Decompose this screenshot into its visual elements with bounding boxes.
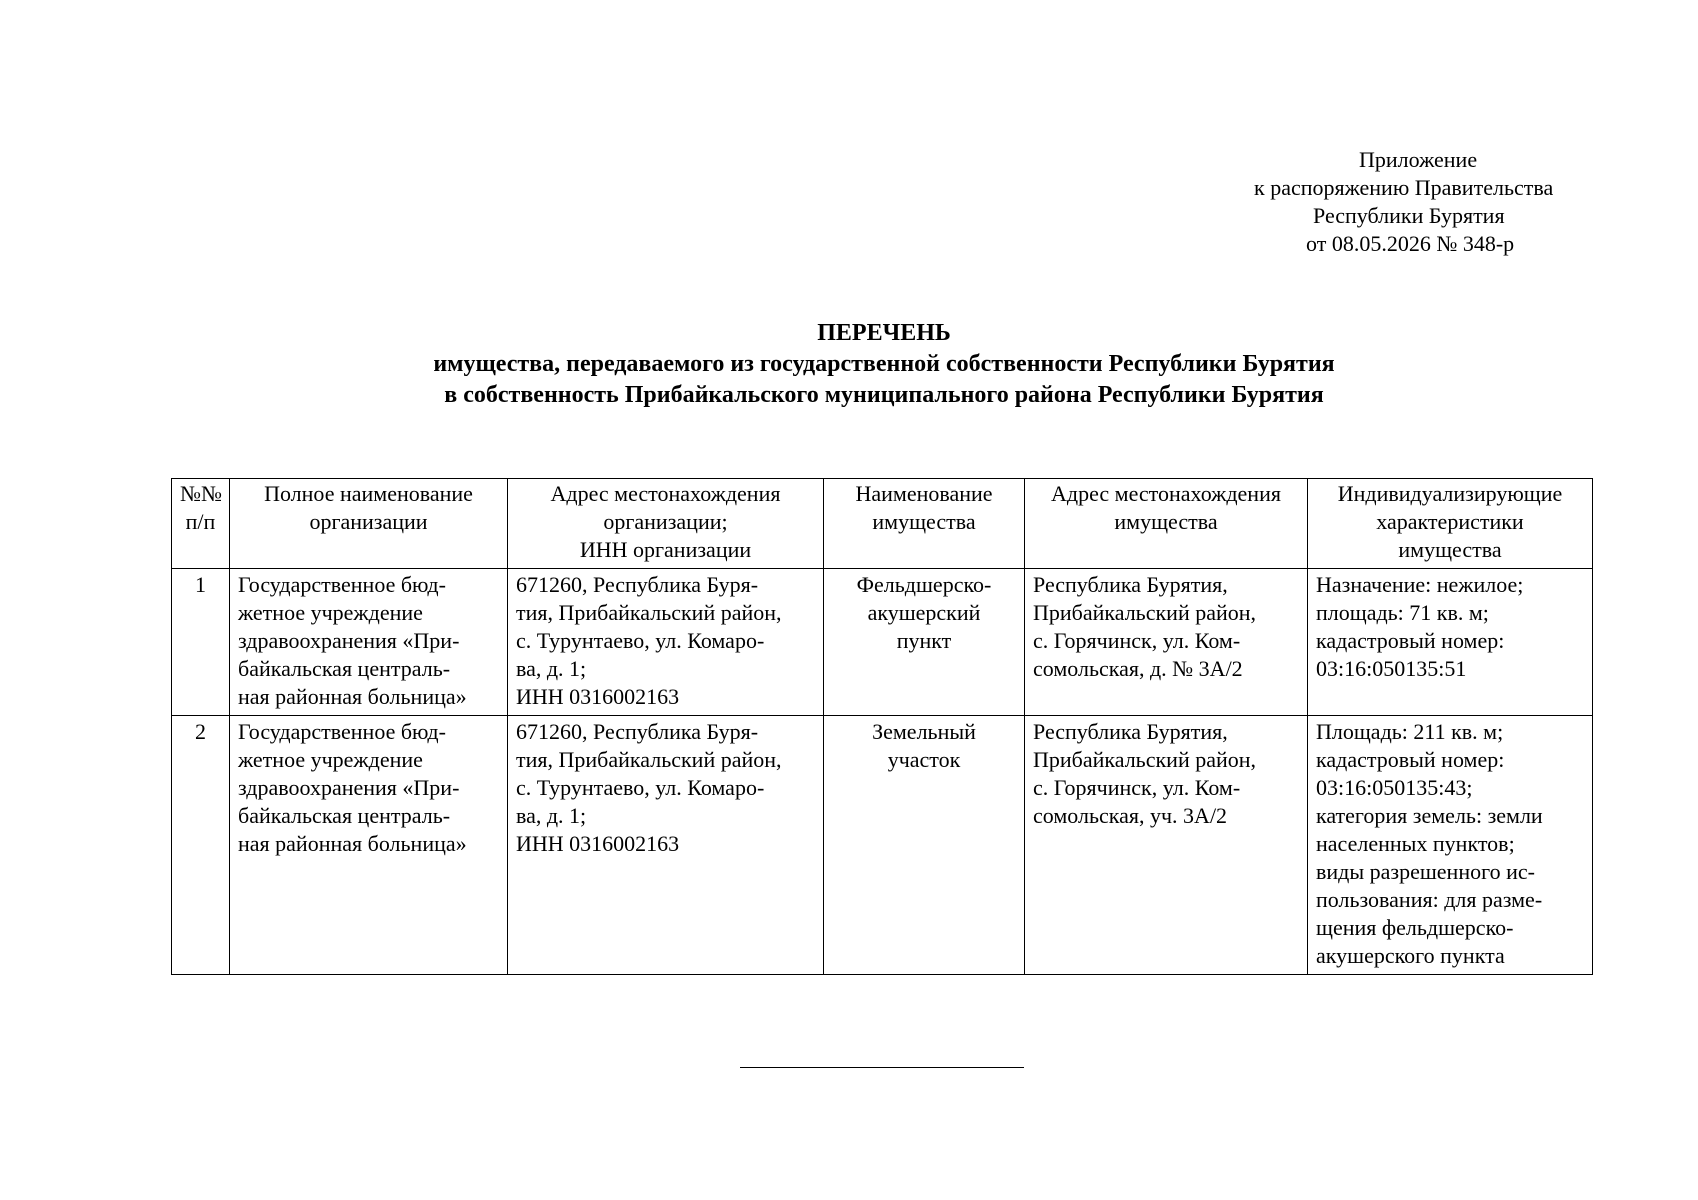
title-line-1: имущества, передаваемого из государственной собственности Республики Бурятия [433,351,1335,377]
header-organization: Полное наименование организации [230,479,508,569]
property-name: Фельдшерско- акушерский пункт [824,569,1025,716]
appendix-date-number: от 08.05.2026 № 348-р [1306,231,1515,256]
table-header-row [172,479,1593,569]
organization-address: 671260, Республика Буря- тия, Прибайкальский район, с. Турунтаево, ул. Комаро- ва, д. 1; ИНН 0316002163 [508,569,824,716]
appendix-republic: Республики Бурятия [1313,203,1505,228]
table-row [172,569,1593,716]
document-title [0,318,1698,411]
property-name: Земельный участок [824,716,1025,975]
appendix-block [1240,146,1600,258]
property-table [171,478,1593,975]
organization-address: 671260, Республика Буря- тия, Прибайкальский район, с. Турунтаево, ул. Комаро- ва, д. 1; ИНН 0316002163 [508,716,824,975]
title-heading: ПЕРЕЧЕНЬ [817,320,951,346]
property-address: Республика Бурятия, Прибайкальский район, с. Горячинск, ул. Ком- сомольская, д. № 3А/2 [1025,569,1308,716]
property-address: Республика Бурятия, Прибайкальский район, с. Горячинск, ул. Ком- сомольская, уч. 3А/2 [1025,716,1308,975]
appendix-order-ref: к распоряжению Правительства [1254,175,1554,200]
header-number: №№ п/п [172,479,230,569]
table-row [172,716,1593,975]
header-characteristics: Индивидуализирующие характеристики имущества [1308,479,1593,569]
header-org-address: Адрес местонахождения организации; ИНН организации [508,479,824,569]
header-property-name: Наименование имущества [824,479,1025,569]
appendix-label: Приложение [1359,147,1478,172]
organization-name: Государственное бюд- жетное учреждение здравоохранения «При- байкальская централь- ная районная больница» [230,716,508,975]
row-number: 2 [172,716,230,975]
organization-name: Государственное бюд- жетное учреждение здравоохранения «При- байкальская централь- ная районная больница» [230,569,508,716]
property-characteristics: Назначение: нежилое; площадь: 71 кв. м; кадастровый номер: 03:16:050135:51 [1308,569,1593,716]
footer-divider [740,1067,1024,1068]
property-characteristics: Площадь: 211 кв. м; кадастровый номер: 03:16:050135:43; категория земель: земли населенных пунктов; виды разрешенного ис- пользования: для разме- щения фельдшерско- акушерского пункта [1308,716,1593,975]
title-line-2: в собственность Прибайкальского муниципального района Республики Бурятия [444,382,1324,408]
row-number: 1 [172,569,230,716]
header-property-address: Адрес местонахождения имущества [1025,479,1308,569]
